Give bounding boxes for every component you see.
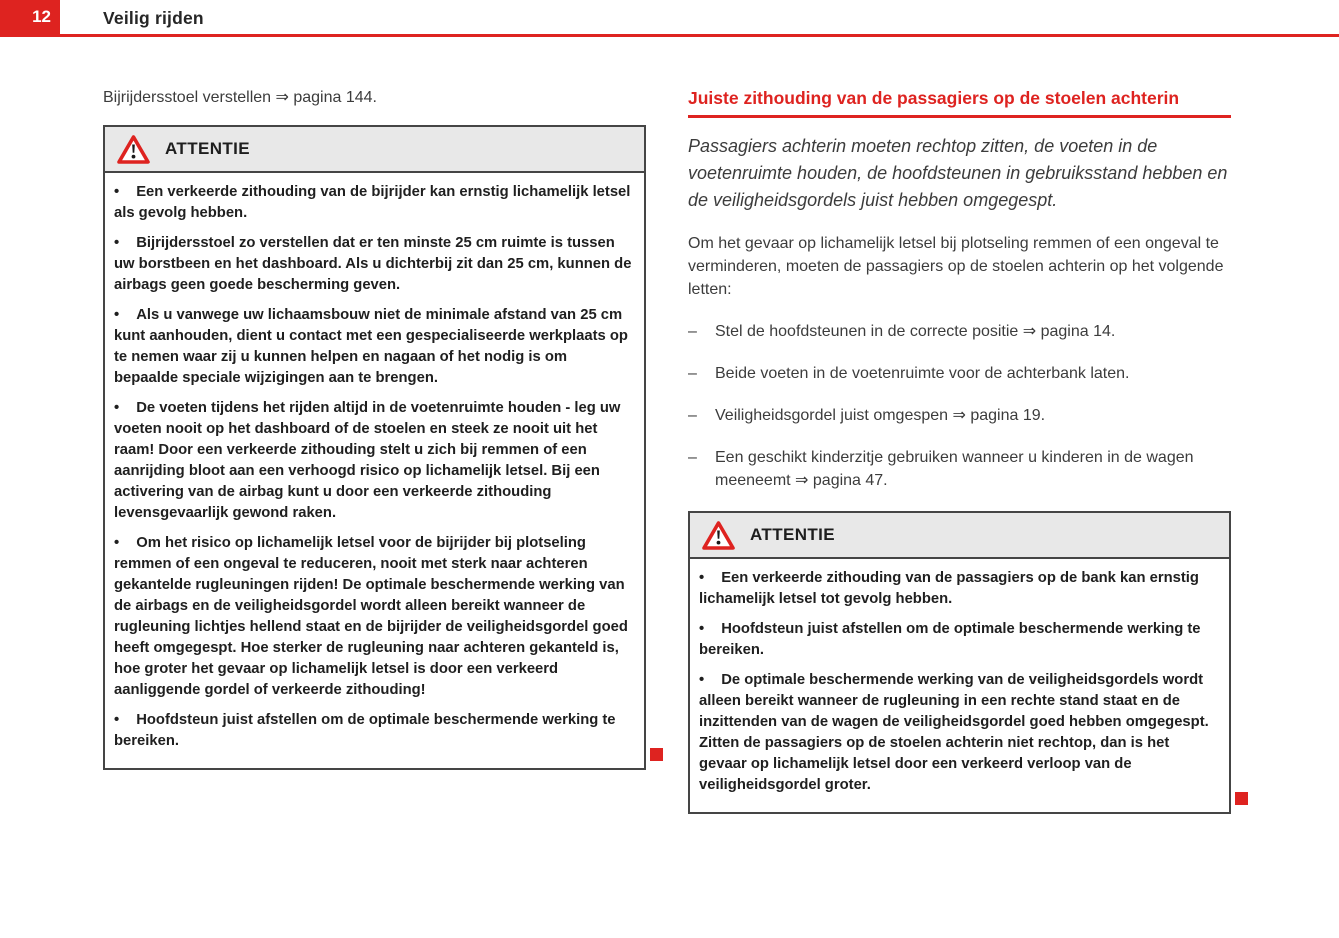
dash-list-item: – Een geschikt kinderzitje gebruiken wanneer u kinderen in de wagen meeneemt ⇒ pagina 47.	[688, 446, 1231, 492]
dash-list-item: – Beide voeten in de voetenruimte voor de achterbank laten.	[688, 362, 1231, 385]
dash-marker: –	[688, 449, 697, 466]
dash-list	[688, 320, 1231, 492]
attention-box-header	[690, 513, 1229, 559]
attention-bullet: • Hoofdsteun juist afstellen om de optimale beschermende werking te bereiken.	[114, 712, 616, 749]
bullet-marker: •	[114, 307, 120, 323]
bullet-marker: •	[114, 712, 120, 728]
section-heading: Juiste zithouding van de passagiers op de stoelen achterin	[688, 88, 1231, 118]
bullet-marker: •	[114, 184, 120, 200]
attention-title: ATTENTIE	[165, 139, 251, 158]
header-rule	[0, 34, 1339, 37]
attention-box-rear-passengers	[688, 511, 1231, 814]
attention-bullet: • Een verkeerde zithouding van de passagiers op de bank kan ernstig lichamelijk letsel tot gevolg hebben.	[699, 570, 1199, 607]
section-end-marker	[1235, 792, 1248, 805]
bullet-marker: •	[114, 235, 120, 251]
warning-triangle-icon	[701, 520, 736, 551]
page-number: 12	[32, 7, 51, 26]
dash-list-item: – Veiligheidsgordel juist omgespen ⇒ pagina 19.	[688, 404, 1231, 427]
dash-marker: –	[688, 407, 697, 424]
body-paragraph: Om het gevaar op lichamelijk letsel bij plotseling remmen of een ongeval te verminderen, moeten de passagiers op de stoelen achterin op het volgende letten:	[688, 235, 1224, 298]
warning-triangle-icon	[116, 134, 151, 165]
right-column	[688, 88, 1231, 814]
attention-bullet: • Een verkeerde zithouding van de bijrijder kan ernstig lichamelijk letsel als gevolg hebben.	[114, 184, 631, 221]
attention-bullet: • De voeten tijdens het rijden altijd in de voetenruimte houden - leg uw voeten nooit op het dashboard of de stoelen en steek ze nooit uit het raam! Door een verkeerde zithouding stelt u zich bij remmen of een aanrijding bloot aan een verhoogd risico op lichamelijk letsel. Bij een activering van de airbag kunt u door een verkeerde zithouding levensgevaarlijk gewond raken.	[114, 400, 621, 521]
attention-box-header	[105, 127, 644, 173]
attention-box-body	[105, 173, 644, 768]
attention-bullet: • Om het risico op lichamelijk letsel voor de bijrijder bij plotseling remmen of een ongeval te reduceren, nooit met sterk naar achteren gekantelde rugleuningen rijden! De optimale beschermende werking van de airbags en de veiligheidsgordel wordt alleen bereikt wanneer de rugleuning lichtjes hellend staat en de bijrijder de veiligheidsgordel goed heeft omgegespt. Hoe sterker de rugleuning naar achteren gekanteld is, hoe groter het gevaar op lichamelijk letsel is door een verkeerd aanliggende gordel of verkeerde zithouding!	[114, 535, 628, 698]
attention-box-front-passenger	[103, 125, 646, 770]
chapter-title: Veilig rijden	[103, 8, 204, 28]
attention-bullet: • De optimale beschermende werking van de veiligheidsgordels wordt alleen bereikt wanneer de rugleuning in een rechte stand staat en de inzittenden van de wagen de veiligheidsgordel goed hebben omgegespt. Zitten de passagiers op de stoelen achterin niet rechtop, dan is het gevaar op lichamelijk letsel door een verkeerd verloop van de veiligheidsgordel groter.	[699, 672, 1209, 793]
attention-title: ATTENTIE	[750, 525, 836, 544]
bullet-marker: •	[699, 672, 705, 688]
left-column	[103, 88, 646, 770]
attention-box-body	[690, 559, 1229, 812]
bullet-marker: •	[699, 621, 705, 637]
bullet-marker: •	[114, 535, 120, 551]
page-number-badge	[0, 0, 63, 34]
dash-marker: –	[688, 323, 697, 340]
attention-bullet: • Hoofdsteun juist afstellen om de optimale beschermende werking te bereiken.	[699, 621, 1201, 658]
dash-marker: –	[688, 365, 697, 382]
dash-list-item: – Stel de hoofdsteunen in de correcte positie ⇒ pagina 14.	[688, 320, 1231, 343]
lead-paragraph: Passagiers achterin moeten rechtop zitten, de voeten in de voetenruimte houden, de hoofdsteunen in gebruiksstand hebben en de veiligheidsgordels juist hebben omgegespt.	[688, 136, 1228, 210]
cross-reference-line: Bijrijdersstoel verstellen ⇒ pagina 144.	[103, 89, 377, 106]
bullet-marker: •	[114, 400, 120, 416]
attention-bullet: • Bijrijdersstoel zo verstellen dat er ten minste 25 cm ruimte is tussen uw borstbeen en het dashboard. Als u dichterbij zit dan 25 cm, kunnen de airbags geen goede bescherming geven.	[114, 235, 632, 293]
section-end-marker	[650, 748, 663, 761]
bullet-marker: •	[699, 570, 705, 586]
attention-bullet: • Als u vanwege uw lichaamsbouw niet de minimale afstand van 25 cm kunt aanhouden, dient u contact met een gespecialiseerde werkplaats op te nemen waar zij u kunnen helpen en nagaan of het nodig is om bepaalde speciale wijzigingen aan te brengen.	[114, 307, 628, 386]
